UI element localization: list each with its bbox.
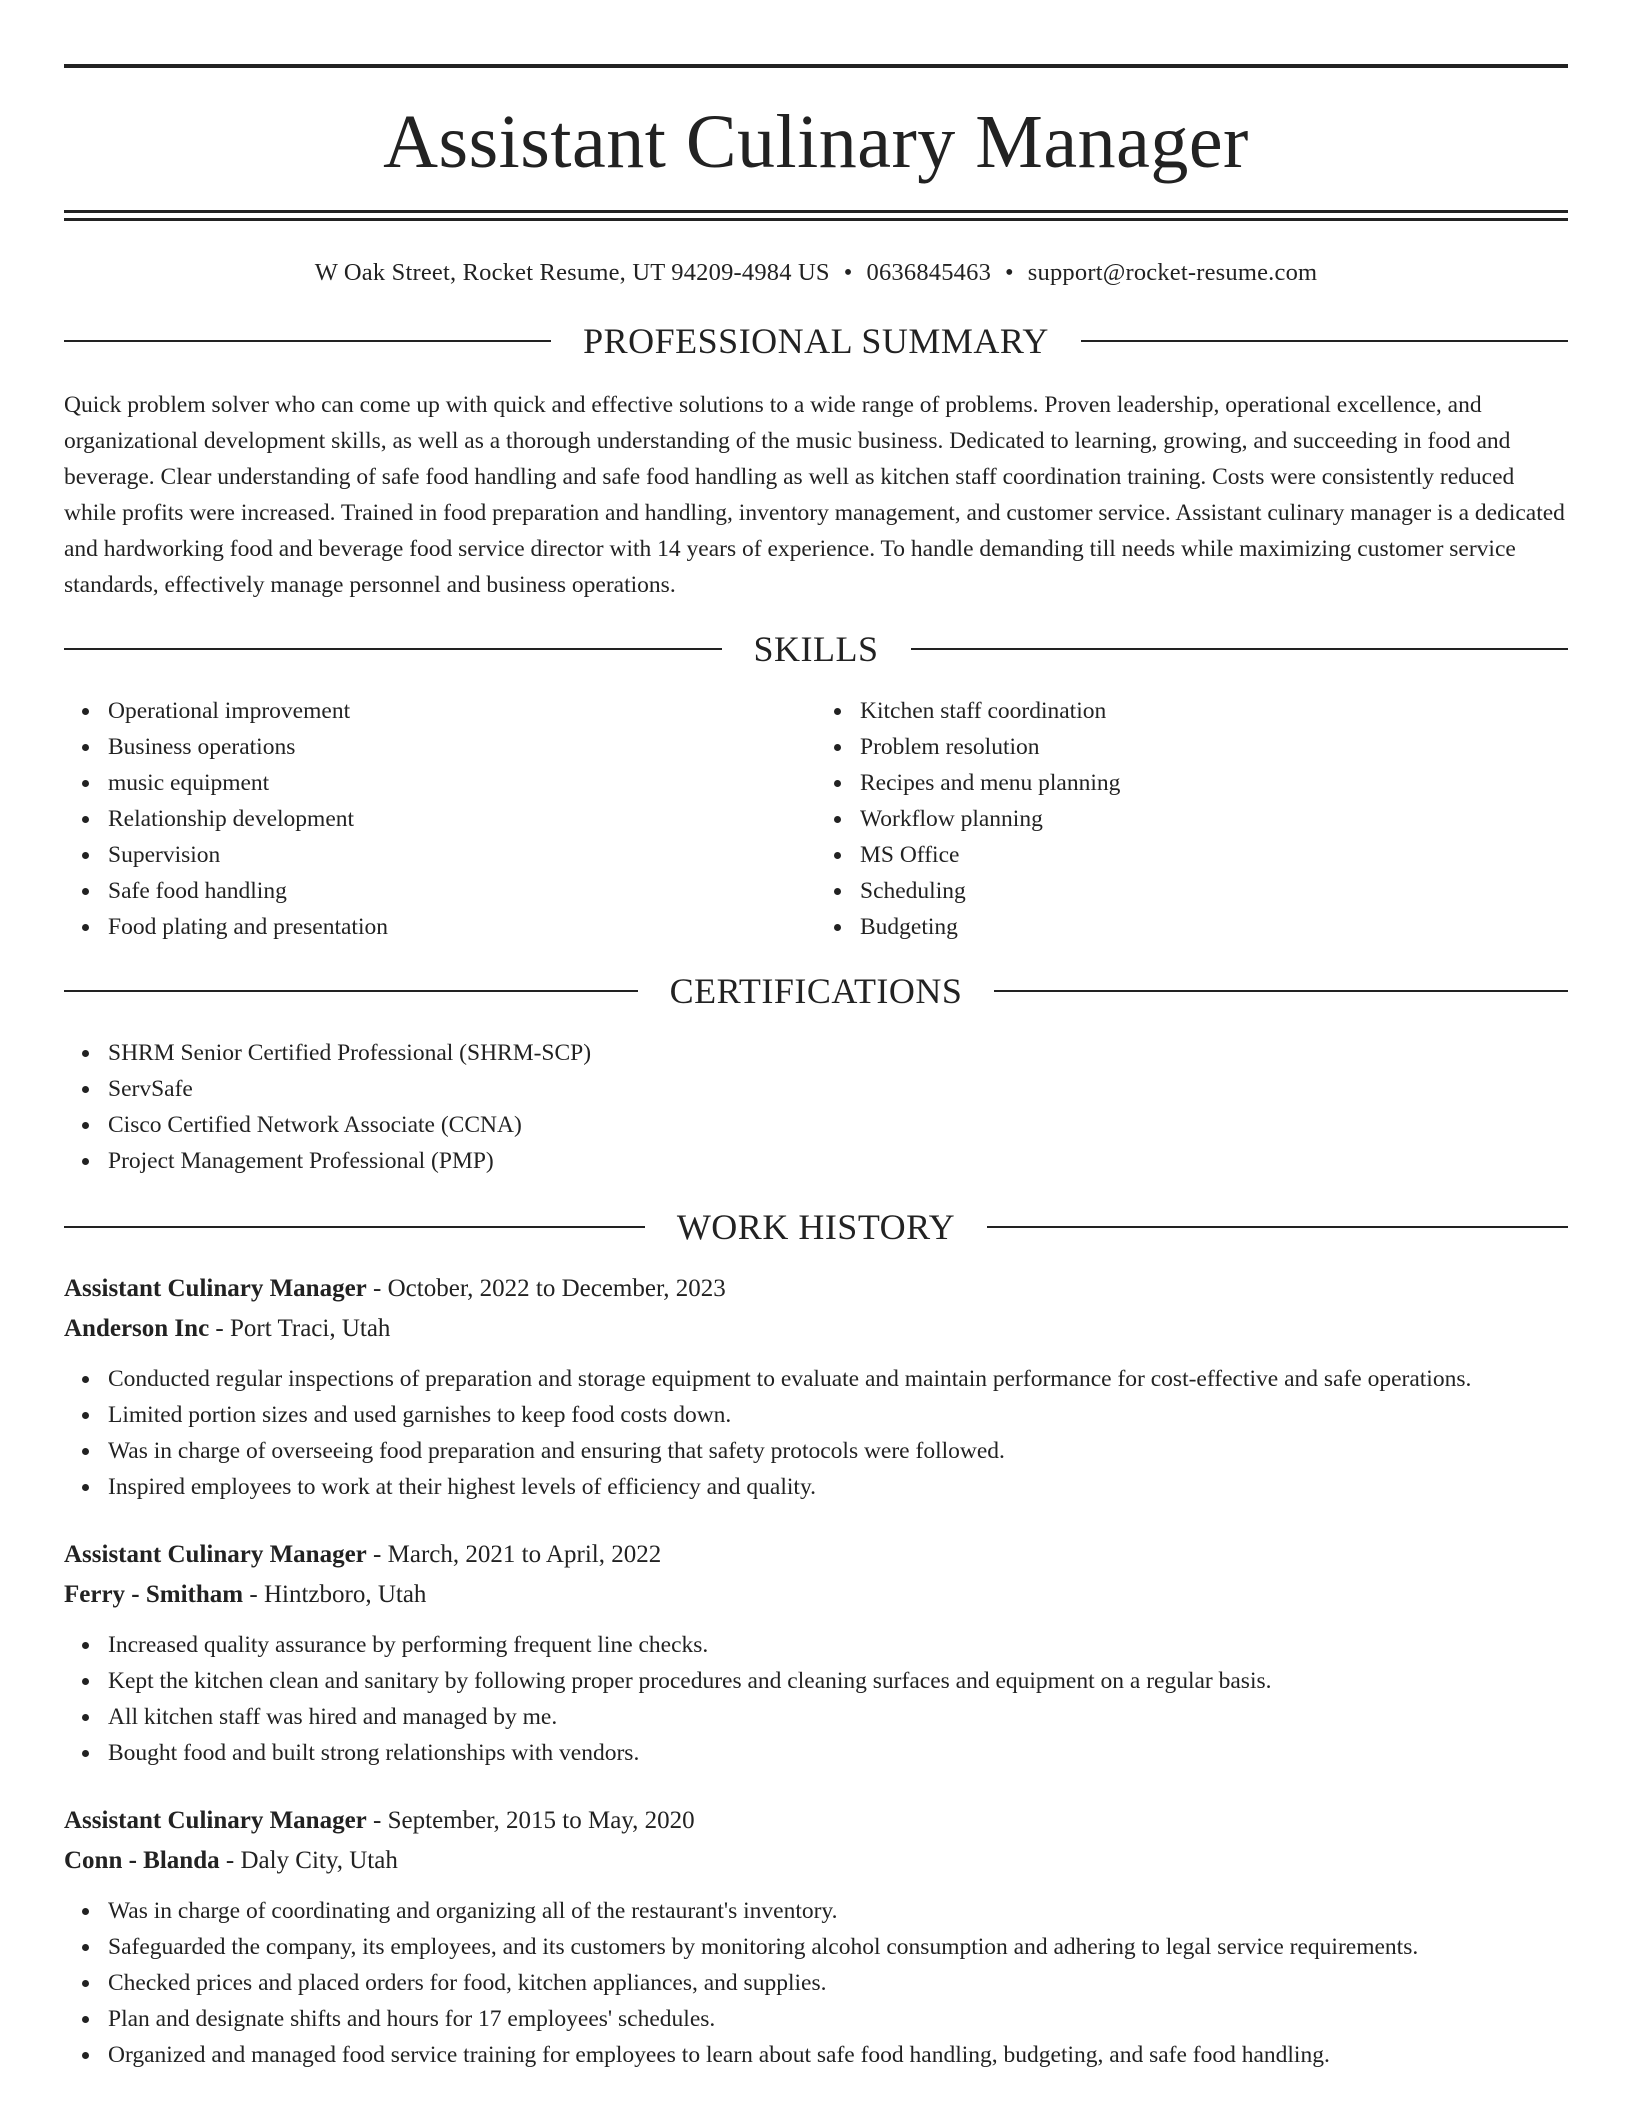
list-item: Limited portion sizes and used garnishes to keep food costs down.: [108, 1397, 1568, 1433]
title-double-rule: [64, 210, 1568, 221]
job-title-line: [64, 1269, 1568, 1309]
list-item: Problem resolution: [860, 729, 1568, 765]
job-entry: [64, 1801, 1568, 2073]
job-company: Anderson Inc: [64, 1315, 210, 1342]
list-item: Was in charge of overseeing food preparation and ensuring that safety protocols were followed.: [108, 1433, 1568, 1469]
job-bullets: [64, 1361, 1568, 1505]
list-item: Conducted regular inspections of preparation and storage equipment to evaluate and maintain performance for cost-effective and safe operations.: [108, 1361, 1568, 1397]
list-item: All kitchen staff was hired and managed by me.: [108, 1699, 1568, 1735]
work-history-heading: [64, 1209, 1568, 1245]
list-item: MS Office: [860, 837, 1568, 873]
heading-rule-left: [64, 340, 551, 342]
job-entry: [64, 1269, 1568, 1505]
list-item: Kept the kitchen clean and sanitary by following proper procedures and cleaning surfaces and equipment on a regular basis.: [108, 1663, 1568, 1699]
contact-address: W Oak Street, Rocket Resume, UT 94209-4984 US: [314, 259, 830, 286]
job-location: - Hintzboro, Utah: [243, 1581, 427, 1608]
job-title: Assistant Culinary Manager: [64, 1541, 367, 1568]
list-item: Increased quality assurance by performing frequent line checks.: [108, 1627, 1568, 1663]
resume-title: Assistant Culinary Manager: [383, 100, 1249, 184]
job-title: Assistant Culinary Manager: [64, 1275, 367, 1302]
list-item: Scheduling: [860, 873, 1568, 909]
list-item: Business operations: [108, 729, 816, 765]
job-location: - Port Traci, Utah: [209, 1315, 391, 1342]
list-item: music equipment: [108, 765, 816, 801]
job-dates: - September, 2015 to May, 2020: [366, 1807, 695, 1834]
summary-text: Quick problem solver who can come up with quick and effective solutions to a wide range of problems. Proven leadership, operational excellence, and organizational development skills, as well as a thorough understanding of the music business. Dedicated to learning, growing, and succeeding in food and beverage. Clear understanding of safe food handling and safe food handling as well as kitchen staff coordination training. Costs were consistently reduced while profits were increased. Trained in food preparation and handling, inventory management, and customer service. Assistant culinary manager is a dedicated and hardworking food and beverage food service director with 14 years of experience. To handle demanding till needs while maximizing customer service standards, effectively manage personnel and business operations.: [64, 392, 1565, 598]
list-item: ServSafe: [108, 1071, 1568, 1107]
section-title: PROFESSIONAL SUMMARY: [583, 321, 1049, 361]
section-title: WORK HISTORY: [676, 1207, 956, 1247]
job-bullets: [64, 1893, 1568, 2073]
list-item: Project Management Professional (PMP): [108, 1143, 1568, 1179]
list-item: Workflow planning: [860, 801, 1568, 837]
job-location: - Daly City, Utah: [219, 1847, 398, 1874]
certifications-list: [64, 1035, 1568, 1179]
job-company-line: [64, 1841, 1568, 1881]
list-item: Relationship development: [108, 801, 816, 837]
list-item: Operational improvement: [108, 693, 816, 729]
list-item: Inspired employees to work at their highest levels of efficiency and quality.: [108, 1469, 1568, 1505]
list-item: Bought food and built strong relationships with vendors.: [108, 1735, 1568, 1771]
heading-rule-left: [64, 990, 638, 992]
job-title-line: [64, 1801, 1568, 1841]
heading-rule-right: [987, 1226, 1568, 1228]
list-item: SHRM Senior Certified Professional (SHRM-SCP): [108, 1035, 1568, 1071]
list-item: Safeguarded the company, its employees, and its customers by monitoring alcohol consumption and adhering to legal service requirements.: [108, 1929, 1568, 1965]
skills-list-right: [816, 693, 1568, 945]
job-title: Assistant Culinary Manager: [64, 1807, 367, 1834]
job-company-line: [64, 1575, 1568, 1615]
heading-rule-right: [994, 990, 1568, 992]
skills-heading: [64, 631, 1568, 667]
job-company: Ferry - Smitham: [64, 1581, 244, 1608]
top-rule: [64, 64, 1568, 68]
section-title: CERTIFICATIONS: [669, 971, 963, 1011]
list-item: Organized and managed food service training for employees to learn about safe food handling, budgeting, and safe food handling.: [108, 2037, 1568, 2073]
heading-rule-right: [1081, 340, 1568, 342]
skills-columns: [64, 693, 1568, 945]
contact-separator: •: [843, 259, 853, 286]
list-item: Was in charge of coordinating and organizing all of the restaurant's inventory.: [108, 1893, 1568, 1929]
summary-heading: [64, 323, 1568, 359]
job-entry: [64, 1535, 1568, 1771]
list-item: Food plating and presentation: [108, 909, 816, 945]
contact-line: [64, 259, 1568, 287]
skills-list-left: [64, 693, 816, 945]
job-bullets: [64, 1627, 1568, 1771]
job-dates: - March, 2021 to April, 2022: [366, 1541, 662, 1568]
list-item: Budgeting: [860, 909, 1568, 945]
list-item: Kitchen staff coordination: [860, 693, 1568, 729]
list-item: Recipes and menu planning: [860, 765, 1568, 801]
contact-phone: 0636845463: [866, 259, 992, 286]
list-item: Checked prices and placed orders for food, kitchen appliances, and supplies.: [108, 1965, 1568, 2001]
list-item: Supervision: [108, 837, 816, 873]
list-item: Safe food handling: [108, 873, 816, 909]
heading-rule-left: [64, 648, 722, 650]
list-item: Plan and designate shifts and hours for 17 employees' schedules.: [108, 2001, 1568, 2037]
certifications-heading: [64, 973, 1568, 1009]
job-title-line: [64, 1535, 1568, 1575]
job-dates: - October, 2022 to December, 2023: [366, 1275, 726, 1302]
job-company-line: [64, 1309, 1568, 1349]
job-company: Conn - Blanda: [64, 1847, 220, 1874]
heading-rule-right: [911, 648, 1569, 650]
heading-rule-left: [64, 1226, 645, 1228]
list-item: Cisco Certified Network Associate (CCNA): [108, 1107, 1568, 1143]
contact-email[interactable]: support@rocket-resume.com: [1027, 259, 1318, 286]
contact-separator: •: [1005, 259, 1014, 286]
section-title: SKILLS: [753, 629, 879, 669]
